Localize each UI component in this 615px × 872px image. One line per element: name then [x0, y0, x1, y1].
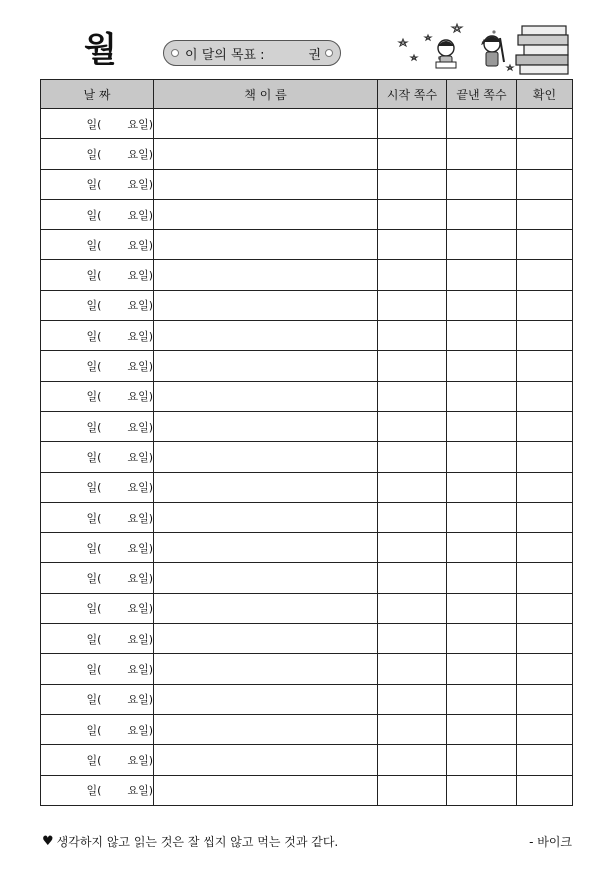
check-cell[interactable] — [517, 563, 573, 593]
book-title-cell[interactable] — [154, 654, 378, 684]
end-page-cell[interactable] — [447, 321, 517, 351]
end-page-cell[interactable] — [447, 290, 517, 320]
weekday-label: 요일) — [127, 390, 153, 404]
check-cell[interactable] — [517, 502, 573, 532]
day-label: 일( — [86, 208, 102, 222]
check-cell[interactable] — [517, 321, 573, 351]
table-row — [41, 563, 573, 593]
check-cell[interactable] — [517, 442, 573, 472]
monthly-goal-badge — [163, 40, 341, 66]
table-row — [41, 654, 573, 684]
day-label: 일( — [86, 602, 102, 616]
day-label: 일( — [86, 693, 102, 707]
date-cell[interactable] — [41, 654, 154, 684]
date-cell[interactable] — [41, 684, 154, 714]
date-cell[interactable] — [41, 593, 154, 623]
book-title-cell[interactable] — [154, 533, 378, 563]
date-cell[interactable] — [41, 260, 154, 290]
table-row — [41, 351, 573, 381]
page-header — [0, 0, 615, 80]
date-cell[interactable] — [41, 139, 154, 169]
weekday-label: 요일) — [127, 450, 153, 464]
book-title-cell[interactable] — [154, 593, 378, 623]
day-label: 일( — [86, 238, 102, 252]
weekday-label: 요일) — [127, 269, 153, 283]
weekday-label: 요일) — [127, 541, 153, 555]
weekday-label: 요일) — [127, 117, 153, 131]
date-cell[interactable] — [41, 230, 154, 260]
start-page-cell[interactable] — [378, 139, 447, 169]
end-page-cell[interactable] — [447, 502, 517, 532]
weekday-label: 요일) — [127, 723, 153, 737]
weekday-label: 요일) — [127, 299, 153, 313]
goal-unit: 권 — [308, 47, 321, 63]
check-cell[interactable] — [517, 684, 573, 714]
column-header-end-page: 끝낸 쪽수 — [447, 80, 517, 109]
end-page-cell[interactable] — [447, 381, 517, 411]
table-row — [41, 714, 573, 744]
start-page-cell[interactable] — [378, 321, 447, 351]
date-cell[interactable] — [41, 351, 154, 381]
end-page-cell[interactable] — [447, 109, 517, 139]
start-page-cell[interactable] — [378, 745, 447, 775]
book-title-cell[interactable] — [154, 109, 378, 139]
page-footer — [42, 833, 572, 850]
end-page-cell[interactable] — [447, 654, 517, 684]
day-label: 일( — [86, 117, 102, 131]
start-page-cell[interactable] — [378, 472, 447, 502]
start-page-cell[interactable] — [378, 442, 447, 472]
weekday-label: 요일) — [127, 238, 153, 252]
table-row — [41, 321, 573, 351]
date-cell[interactable] — [41, 290, 154, 320]
column-header-date: 날 짜 — [41, 80, 154, 109]
weekday-label: 요일) — [127, 420, 153, 434]
check-cell[interactable] — [517, 381, 573, 411]
date-cell[interactable] — [41, 109, 154, 139]
date-cell[interactable] — [41, 411, 154, 441]
column-header-check: 확인 — [517, 80, 573, 109]
table-row — [41, 169, 573, 199]
book-title-cell[interactable] — [154, 381, 378, 411]
start-page-cell[interactable] — [378, 351, 447, 381]
start-page-cell[interactable] — [378, 290, 447, 320]
weekday-label: 요일) — [127, 329, 153, 343]
check-cell[interactable] — [517, 411, 573, 441]
weekday-label: 요일) — [127, 693, 153, 707]
end-page-cell[interactable] — [447, 593, 517, 623]
day-label: 일( — [86, 329, 102, 343]
start-page-cell[interactable] — [378, 563, 447, 593]
book-title-cell[interactable] — [154, 230, 378, 260]
reading-kids-illustration-icon — [390, 18, 575, 76]
end-page-cell[interactable] — [447, 745, 517, 775]
book-title-cell[interactable] — [154, 563, 378, 593]
date-cell[interactable] — [41, 199, 154, 229]
end-page-cell[interactable] — [447, 714, 517, 744]
table-row — [41, 381, 573, 411]
day-label: 일( — [86, 299, 102, 313]
check-cell[interactable] — [517, 109, 573, 139]
end-page-cell[interactable] — [447, 351, 517, 381]
date-cell[interactable] — [41, 533, 154, 563]
day-label: 일( — [86, 632, 102, 646]
start-page-cell[interactable] — [378, 624, 447, 654]
table-row — [41, 775, 573, 805]
start-page-cell[interactable] — [378, 775, 447, 805]
day-label: 일( — [86, 572, 102, 586]
day-label: 일( — [86, 420, 102, 434]
weekday-label: 요일) — [127, 147, 153, 161]
day-label: 일( — [86, 269, 102, 283]
start-page-cell[interactable] — [378, 411, 447, 441]
book-title-cell[interactable] — [154, 199, 378, 229]
end-page-cell[interactable] — [447, 563, 517, 593]
day-label: 일( — [86, 147, 102, 161]
check-cell[interactable] — [517, 169, 573, 199]
book-title-cell[interactable] — [154, 502, 378, 532]
end-page-cell[interactable] — [447, 230, 517, 260]
table-header-row — [41, 80, 573, 109]
check-cell[interactable] — [517, 351, 573, 381]
table-row — [41, 502, 573, 532]
table-row — [41, 139, 573, 169]
book-title-cell[interactable] — [154, 321, 378, 351]
date-cell[interactable] — [41, 745, 154, 775]
date-cell[interactable] — [41, 169, 154, 199]
start-page-cell[interactable] — [378, 230, 447, 260]
book-title-cell[interactable] — [154, 139, 378, 169]
weekday-label: 요일) — [127, 511, 153, 525]
start-page-cell[interactable] — [378, 593, 447, 623]
weekday-label: 요일) — [127, 360, 153, 374]
heart-icon: ♥ — [42, 834, 54, 849]
check-cell[interactable] — [517, 624, 573, 654]
day-label: 일( — [86, 662, 102, 676]
table-row — [41, 684, 573, 714]
book-title-cell[interactable] — [154, 472, 378, 502]
check-cell[interactable] — [517, 260, 573, 290]
date-cell[interactable] — [41, 775, 154, 805]
book-title-cell[interactable] — [154, 290, 378, 320]
start-page-cell[interactable] — [378, 381, 447, 411]
start-page-cell[interactable] — [378, 260, 447, 290]
book-title-cell[interactable] — [154, 714, 378, 744]
end-page-cell[interactable] — [447, 533, 517, 563]
date-cell[interactable] — [41, 321, 154, 351]
check-cell[interactable] — [517, 654, 573, 684]
weekday-label: 요일) — [127, 784, 153, 798]
day-label: 일( — [86, 178, 102, 192]
weekday-label: 요일) — [127, 178, 153, 192]
end-page-cell[interactable] — [447, 624, 517, 654]
start-page-cell[interactable] — [378, 684, 447, 714]
date-cell[interactable] — [41, 502, 154, 532]
date-cell[interactable] — [41, 442, 154, 472]
check-cell[interactable] — [517, 199, 573, 229]
end-page-cell[interactable] — [447, 169, 517, 199]
date-cell[interactable] — [41, 472, 154, 502]
column-header-start-page: 시작 쪽수 — [378, 80, 447, 109]
date-cell[interactable] — [41, 714, 154, 744]
day-label: 일( — [86, 481, 102, 495]
column-header-book-title: 책 이 름 — [154, 80, 378, 109]
day-label: 일( — [86, 784, 102, 798]
end-page-cell[interactable] — [447, 472, 517, 502]
check-cell[interactable] — [517, 775, 573, 805]
end-page-cell[interactable] — [447, 684, 517, 714]
start-page-cell[interactable] — [378, 533, 447, 563]
footer-quote: 생각하지 않고 읽는 것은 잘 씹지 않고 먹는 것과 같다. — [56, 835, 339, 849]
start-page-cell[interactable] — [378, 199, 447, 229]
table-row — [41, 624, 573, 654]
check-cell[interactable] — [517, 714, 573, 744]
end-page-cell[interactable] — [447, 442, 517, 472]
start-page-cell[interactable] — [378, 714, 447, 744]
day-label: 일( — [86, 723, 102, 737]
end-page-cell[interactable] — [447, 199, 517, 229]
start-page-cell[interactable] — [378, 109, 447, 139]
day-label: 일( — [86, 450, 102, 464]
check-cell[interactable] — [517, 290, 573, 320]
check-cell[interactable] — [517, 230, 573, 260]
book-title-cell[interactable] — [154, 169, 378, 199]
book-title-cell[interactable] — [154, 684, 378, 714]
table-row — [41, 442, 573, 472]
weekday-label: 요일) — [127, 662, 153, 676]
check-cell[interactable] — [517, 533, 573, 563]
start-page-cell[interactable] — [378, 502, 447, 532]
book-title-cell[interactable] — [154, 351, 378, 381]
date-cell[interactable] — [41, 381, 154, 411]
table-row — [41, 199, 573, 229]
weekday-label: 요일) — [127, 481, 153, 495]
table-row — [41, 411, 573, 441]
goal-label: 이 달의 목표 : — [185, 47, 265, 63]
table-row — [41, 472, 573, 502]
start-page-cell[interactable] — [378, 654, 447, 684]
book-title-cell[interactable] — [154, 745, 378, 775]
end-page-cell[interactable] — [447, 260, 517, 290]
date-cell[interactable] — [41, 624, 154, 654]
check-cell[interactable] — [517, 593, 573, 623]
check-cell[interactable] — [517, 745, 573, 775]
end-page-cell[interactable] — [447, 411, 517, 441]
goal-dot-right-icon — [325, 49, 333, 57]
goal-dot-left-icon — [171, 49, 179, 57]
weekday-label: 요일) — [127, 632, 153, 646]
table-row — [41, 593, 573, 623]
table-row — [41, 745, 573, 775]
table-body — [41, 109, 573, 806]
table-row — [41, 109, 573, 139]
end-page-cell[interactable] — [447, 139, 517, 169]
month-label: 월 — [84, 30, 118, 70]
check-cell[interactable] — [517, 472, 573, 502]
table-row — [41, 230, 573, 260]
date-cell[interactable] — [41, 563, 154, 593]
book-title-cell[interactable] — [154, 624, 378, 654]
table-row — [41, 260, 573, 290]
book-title-cell[interactable] — [154, 411, 378, 441]
table-row — [41, 290, 573, 320]
book-title-cell[interactable] — [154, 260, 378, 290]
weekday-label: 요일) — [127, 753, 153, 767]
day-label: 일( — [86, 360, 102, 374]
book-title-cell[interactable] — [154, 442, 378, 472]
table-row — [41, 533, 573, 563]
day-label: 일( — [86, 511, 102, 525]
weekday-label: 요일) — [127, 572, 153, 586]
day-label: 일( — [86, 390, 102, 404]
day-label: 일( — [86, 753, 102, 767]
weekday-label: 요일) — [127, 208, 153, 222]
end-page-cell[interactable] — [447, 775, 517, 805]
start-page-cell[interactable] — [378, 169, 447, 199]
weekday-label: 요일) — [127, 602, 153, 616]
reading-log-table — [40, 79, 573, 806]
book-title-cell[interactable] — [154, 775, 378, 805]
day-label: 일( — [86, 541, 102, 555]
check-cell[interactable] — [517, 139, 573, 169]
footer-author: - 바이크 — [529, 835, 572, 849]
